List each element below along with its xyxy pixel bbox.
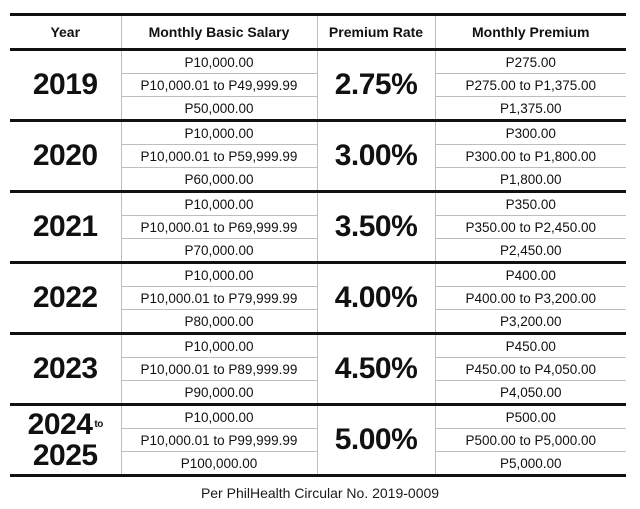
premium-cell: P300.00 to P1,800.00 (435, 145, 626, 168)
header-year: Year (10, 15, 121, 50)
premium-cell: P1,800.00 (435, 168, 626, 192)
year-to-label: to (94, 419, 103, 431)
salary-cell: P100,000.00 (121, 452, 317, 476)
header-premium: Monthly Premium (435, 15, 626, 50)
table-row (10, 50, 626, 74)
premium-cell: P2,450.00 (435, 239, 626, 263)
salary-cell: P10,000.01 to P89,999.99 (121, 358, 317, 381)
rate-cell: 2.75% (317, 50, 435, 121)
salary-cell: P10,000.00 (121, 50, 317, 74)
salary-cell: P10,000.01 to P79,999.99 (121, 287, 317, 310)
year-cell: 2021 (10, 192, 121, 263)
premium-cell: P450.00 (435, 334, 626, 358)
table-row (10, 405, 626, 429)
salary-cell: P10,000.00 (121, 263, 317, 287)
year-range-cell (10, 405, 121, 476)
salary-cell: P10,000.01 to P99,999.99 (121, 429, 317, 452)
salary-cell: P90,000.00 (121, 381, 317, 405)
year-cell: 2020 (10, 121, 121, 192)
year-cell: 2022 (10, 263, 121, 334)
premium-cell: P275.00 (435, 50, 626, 74)
rate-cell: 4.50% (317, 334, 435, 405)
rate-cell: 5.00% (317, 405, 435, 476)
header-row (10, 15, 626, 50)
rate-cell: 3.00% (317, 121, 435, 192)
premium-cell: P275.00 to P1,375.00 (435, 74, 626, 97)
premium-cell: P350.00 to P2,450.00 (435, 216, 626, 239)
salary-cell: P10,000.00 (121, 192, 317, 216)
salary-cell: P10,000.00 (121, 121, 317, 145)
salary-cell: P60,000.00 (121, 168, 317, 192)
premium-cell: P400.00 to P3,200.00 (435, 287, 626, 310)
premium-cell: P400.00 (435, 263, 626, 287)
premium-cell: P4,050.00 (435, 381, 626, 405)
salary-cell: P10,000.01 to P59,999.99 (121, 145, 317, 168)
salary-cell: P70,000.00 (121, 239, 317, 263)
rate-cell: 3.50% (317, 192, 435, 263)
source-footnote: Per PhilHealth Circular No. 2019-0009 (200, 485, 440, 501)
table-row (10, 334, 626, 358)
salary-cell: P80,000.00 (121, 310, 317, 334)
premium-cell: P1,375.00 (435, 97, 626, 121)
salary-cell: P10,000.01 to P49,999.99 (121, 74, 317, 97)
table-row (10, 121, 626, 145)
year-cell: 2023 (10, 334, 121, 405)
premium-cell: P500.00 (435, 405, 626, 429)
premium-cell: P300.00 (435, 121, 626, 145)
premium-table (10, 13, 626, 477)
year-start: 2024 (27, 407, 93, 441)
salary-cell: P10,000.01 to P69,999.99 (121, 216, 317, 239)
premium-cell: P3,200.00 (435, 310, 626, 334)
rate-cell: 4.00% (317, 263, 435, 334)
premium-cell: P450.00 to P4,050.00 (435, 358, 626, 381)
table-row (10, 192, 626, 216)
premium-cell: P5,000.00 (435, 452, 626, 476)
table-row (10, 263, 626, 287)
header-salary: Monthly Basic Salary (121, 15, 317, 50)
salary-cell: P10,000.00 (121, 334, 317, 358)
year-end: 2025 (32, 439, 98, 472)
premium-cell: P350.00 (435, 192, 626, 216)
premium-cell: P500.00 to P5,000.00 (435, 429, 626, 452)
year-cell: 2019 (10, 50, 121, 121)
salary-cell: P50,000.00 (121, 97, 317, 121)
year-range (28, 409, 103, 472)
header-rate: Premium Rate (317, 15, 435, 50)
salary-cell: P10,000.00 (121, 405, 317, 429)
